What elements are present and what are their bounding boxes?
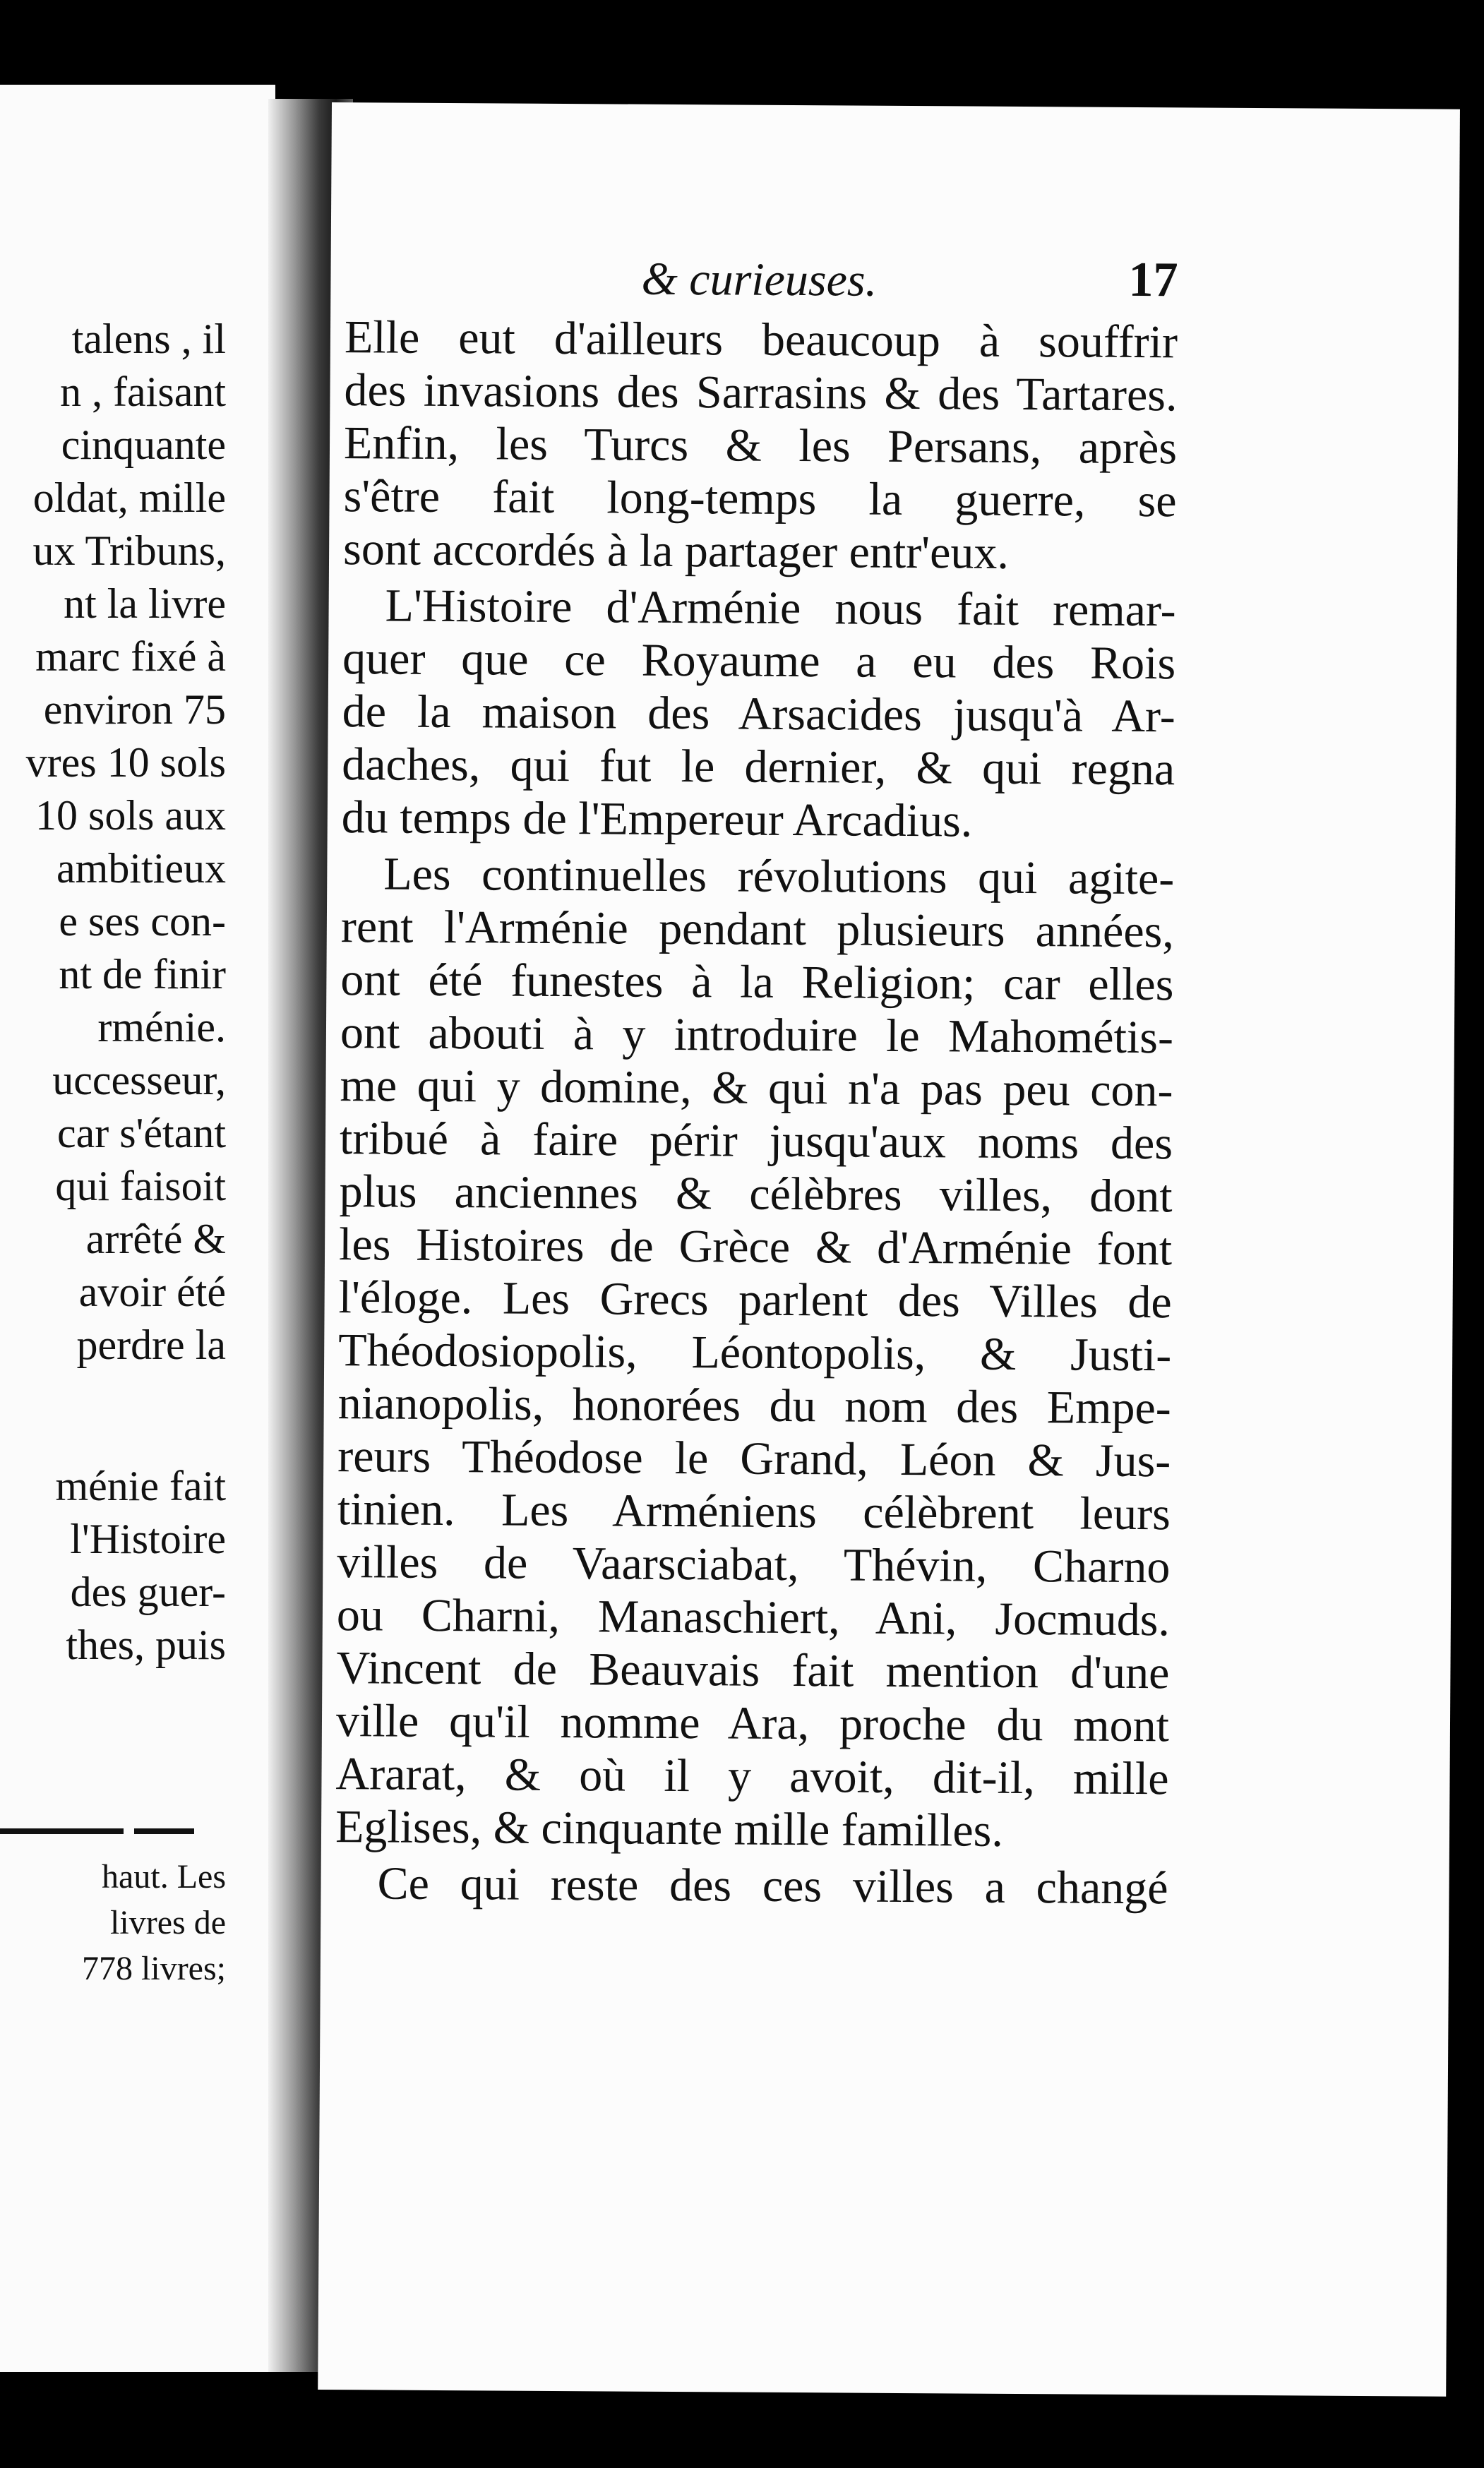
body-line: ou Charni, Manaschiert, Ani, Jocmuds. — [336, 1589, 1171, 1646]
footnote-line: 778 livres; — [82, 1950, 226, 1987]
left-line: arrêté & — [85, 1216, 226, 1262]
left-line: ambitieux — [56, 845, 226, 892]
left-line: qui faisoit — [55, 1163, 226, 1209]
left-line: cinquante — [61, 421, 226, 468]
left-page — [0, 85, 275, 2372]
left-line: rménie. — [97, 1004, 226, 1050]
left-line: environ 75 — [43, 686, 226, 733]
footnote-rule — [0, 1828, 124, 1834]
body-line: Enfin, les Turcs & les Persans, après — [343, 417, 1178, 474]
body-line: Elle eut d'ailleurs beaucoup à souffrir — [344, 311, 1178, 369]
left-line: ménie fait — [55, 1463, 226, 1509]
page-number: 17 — [1128, 252, 1178, 308]
body-line: Théodosiopolis, Léontopolis, & Justi- — [337, 1324, 1172, 1382]
body-line: Ararat, & où il y avoit, dit-il, mille — [335, 1748, 1169, 1805]
running-head: & curieuses. — [641, 253, 878, 306]
body-line: quer que ce Royaume a eu des Rois — [342, 633, 1176, 690]
body-line: de la maison des Arsacides jusqu'à Ar- — [342, 685, 1175, 743]
body-line: ville qu'il nomme Ara, proche du mont — [335, 1695, 1170, 1752]
left-line: 10 sols aux — [35, 792, 226, 839]
footnote-line: livres de — [110, 1904, 226, 1941]
body-line: tribué à faire périr jusqu'aux noms des — [339, 1113, 1173, 1170]
body-line: tinien. Les Arméniens célèbrent leurs — [337, 1483, 1171, 1540]
left-line: car s'étant — [56, 1110, 226, 1156]
body-line: Eglises, & cinquante mille familles. — [335, 1801, 1004, 1857]
left-line: nt la livre — [64, 580, 226, 627]
left-line: talens , il — [71, 316, 226, 362]
body-line: me qui y domine, & qui n'a pas peu con- — [340, 1060, 1173, 1117]
body-line: reurs Théodose le Grand, Léon & Jus- — [337, 1430, 1171, 1487]
left-line: thes, puis — [66, 1622, 226, 1668]
left-line: des guer- — [70, 1569, 226, 1615]
footnote-line: haut. Les — [102, 1858, 226, 1895]
left-line: n , faisant — [60, 369, 226, 415]
left-line: perdre la — [76, 1322, 226, 1368]
body-line: ont été funestes à la Religion; car elles — [340, 954, 1174, 1011]
left-line: marc fixé à — [35, 633, 226, 680]
body-line: ont abouti à y introduire le Mahométis- — [340, 1007, 1174, 1064]
body-line: daches, qui fut le dernier, & qui regna — [342, 738, 1175, 796]
left-line: e ses con- — [59, 898, 226, 945]
footnote-rule — [134, 1828, 194, 1834]
body-line: rent l'Arménie pendant plusieurs années, — [340, 901, 1175, 958]
body-line: Vincent de Beauvais fait mention d'une — [336, 1642, 1170, 1699]
left-line: vres 10 sols — [25, 739, 226, 786]
left-line: ux Tribuns, — [32, 527, 226, 574]
body-line: les Histoires de Grèce & d'Arménie font — [338, 1218, 1173, 1276]
body-line: villes de Vaarsciabat, Thévin, Charno — [337, 1536, 1171, 1593]
left-line: nt de finir — [59, 951, 226, 998]
left-line: uccesseur, — [52, 1057, 226, 1103]
body-line: s'être fait long-temps la guerre, se — [343, 470, 1177, 527]
body-line: des invasions des Sarrasins & des Tartares. — [344, 364, 1178, 421]
body-line: l'éloge. Les Grecs parlent des Villes de — [338, 1271, 1172, 1329]
body-line: L'Histoire d'Arménie nous fait remar- — [385, 580, 1176, 637]
left-line: l'Histoire — [70, 1516, 226, 1562]
right-page — [318, 102, 1460, 2397]
body-line: sont accordés à la partager entr'eux. — [342, 523, 1010, 579]
body-line: du temps de l'Empereur Arcadius. — [341, 791, 973, 847]
body-line: Les continuelles révolutions qui agite- — [383, 848, 1175, 905]
body-line: plus anciennes & célèbres villes, dont — [339, 1166, 1173, 1223]
left-line: oldat, mille — [32, 474, 226, 521]
left-line: avoir été — [78, 1269, 226, 1315]
body-line: nianopolis, honorées du nom des Empe- — [337, 1377, 1171, 1434]
body-line: Ce qui reste des ces villes a changé — [377, 1857, 1168, 1915]
